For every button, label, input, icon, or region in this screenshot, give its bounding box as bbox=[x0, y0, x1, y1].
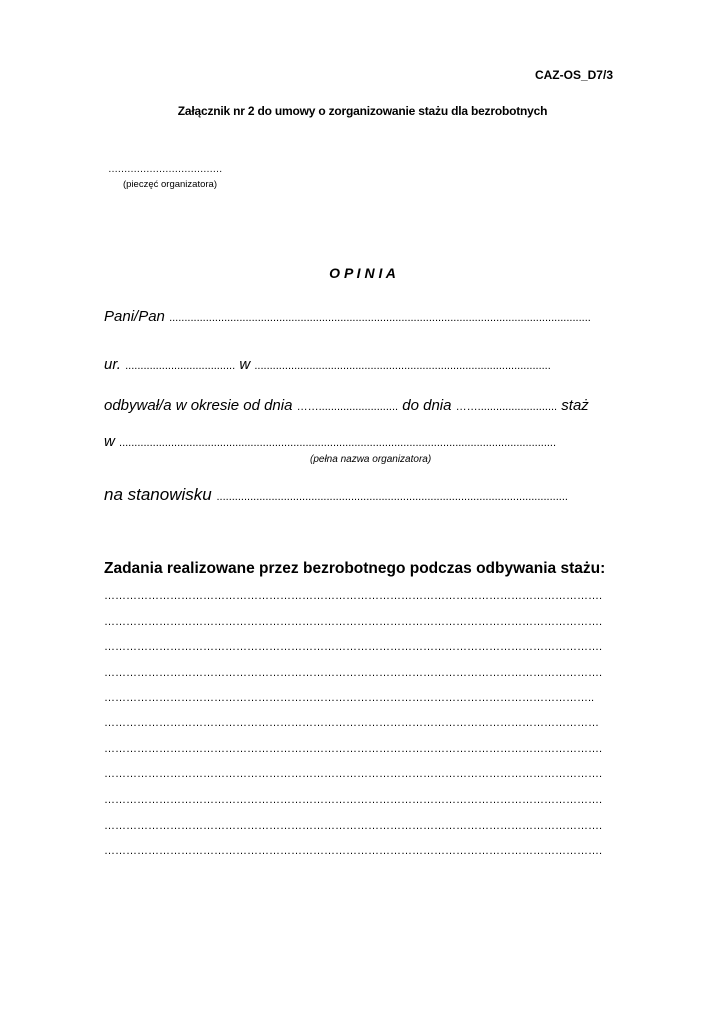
period-suffix: staż bbox=[561, 397, 589, 414]
birth-date-label: ur. bbox=[104, 356, 121, 373]
period-to-input-line[interactable]: …….......................... bbox=[455, 401, 558, 413]
task-line[interactable]: ………………………………………………………………………………………………………………………. bbox=[104, 641, 603, 653]
task-line[interactable]: ……………………………………………………………………………………………………………………… bbox=[104, 717, 599, 729]
task-line[interactable]: ………………………………………………………………………………………………………………………. bbox=[104, 667, 603, 679]
task-line[interactable]: ………………………………………………………………………………………………………………………. bbox=[104, 845, 603, 857]
task-line[interactable]: ………………………………………………………………………………………………………………………. bbox=[104, 616, 603, 628]
period-field-row bbox=[104, 397, 644, 414]
document-subtitle: Załącznik nr 2 do umowy o zorganizowanie stażu dla bezrobotnych bbox=[177, 104, 548, 118]
organizer-input-line[interactable]: ............................................................................................................................................... bbox=[119, 437, 557, 449]
birth-place-label: w bbox=[239, 356, 251, 373]
tasks-heading: Zadania realizowane przez bezrobotnego podczas odbywania stażu: bbox=[104, 560, 606, 577]
task-line[interactable]: ………………………………………………………………………………………………………………………. bbox=[104, 590, 603, 602]
task-line[interactable]: …………………………………………………………………………………………………………………….. bbox=[104, 692, 595, 704]
task-line[interactable]: ………………………………………………………………………………………………………………………. bbox=[104, 794, 603, 806]
task-line[interactable]: ………………………………………………………………………………………………………………………. bbox=[104, 743, 603, 755]
position-input-line[interactable]: ................................................................................................................... bbox=[216, 491, 568, 503]
period-to-label: do dnia bbox=[402, 397, 452, 414]
organizer-label: w bbox=[104, 433, 115, 450]
name-input-line[interactable]: .......................................................................................................................................... bbox=[169, 312, 591, 324]
name-field-row bbox=[104, 308, 644, 325]
birth-field-row bbox=[104, 356, 644, 373]
stamp-label: (pieczęć organizatora) bbox=[123, 179, 217, 190]
organizer-caption: (pełna nazwa organizatora) bbox=[310, 454, 432, 465]
task-line[interactable]: ………………………………………………………………………………………………………………………. bbox=[104, 768, 603, 780]
period-from-input-line[interactable]: …….......................... bbox=[296, 401, 399, 413]
document-title: O P I N I A bbox=[329, 265, 396, 281]
name-label: Pani/Pan bbox=[104, 308, 165, 325]
task-line[interactable]: ………………………………………………………………………………………………………………………. bbox=[104, 820, 603, 832]
position-label: na stanowisku bbox=[104, 485, 212, 504]
birth-date-input-line[interactable]: .................................... bbox=[125, 360, 236, 372]
birth-place-input-line[interactable]: ................................................................................................. bbox=[254, 360, 551, 372]
document-code: CAZ-OS_D7/3 bbox=[534, 68, 613, 82]
period-label: odbywał/a w okresie od dnia bbox=[104, 397, 293, 414]
position-field-row bbox=[104, 485, 644, 505]
organizer-field-row bbox=[104, 433, 644, 450]
stamp-placeholder-line: ……………………………… bbox=[108, 164, 222, 175]
